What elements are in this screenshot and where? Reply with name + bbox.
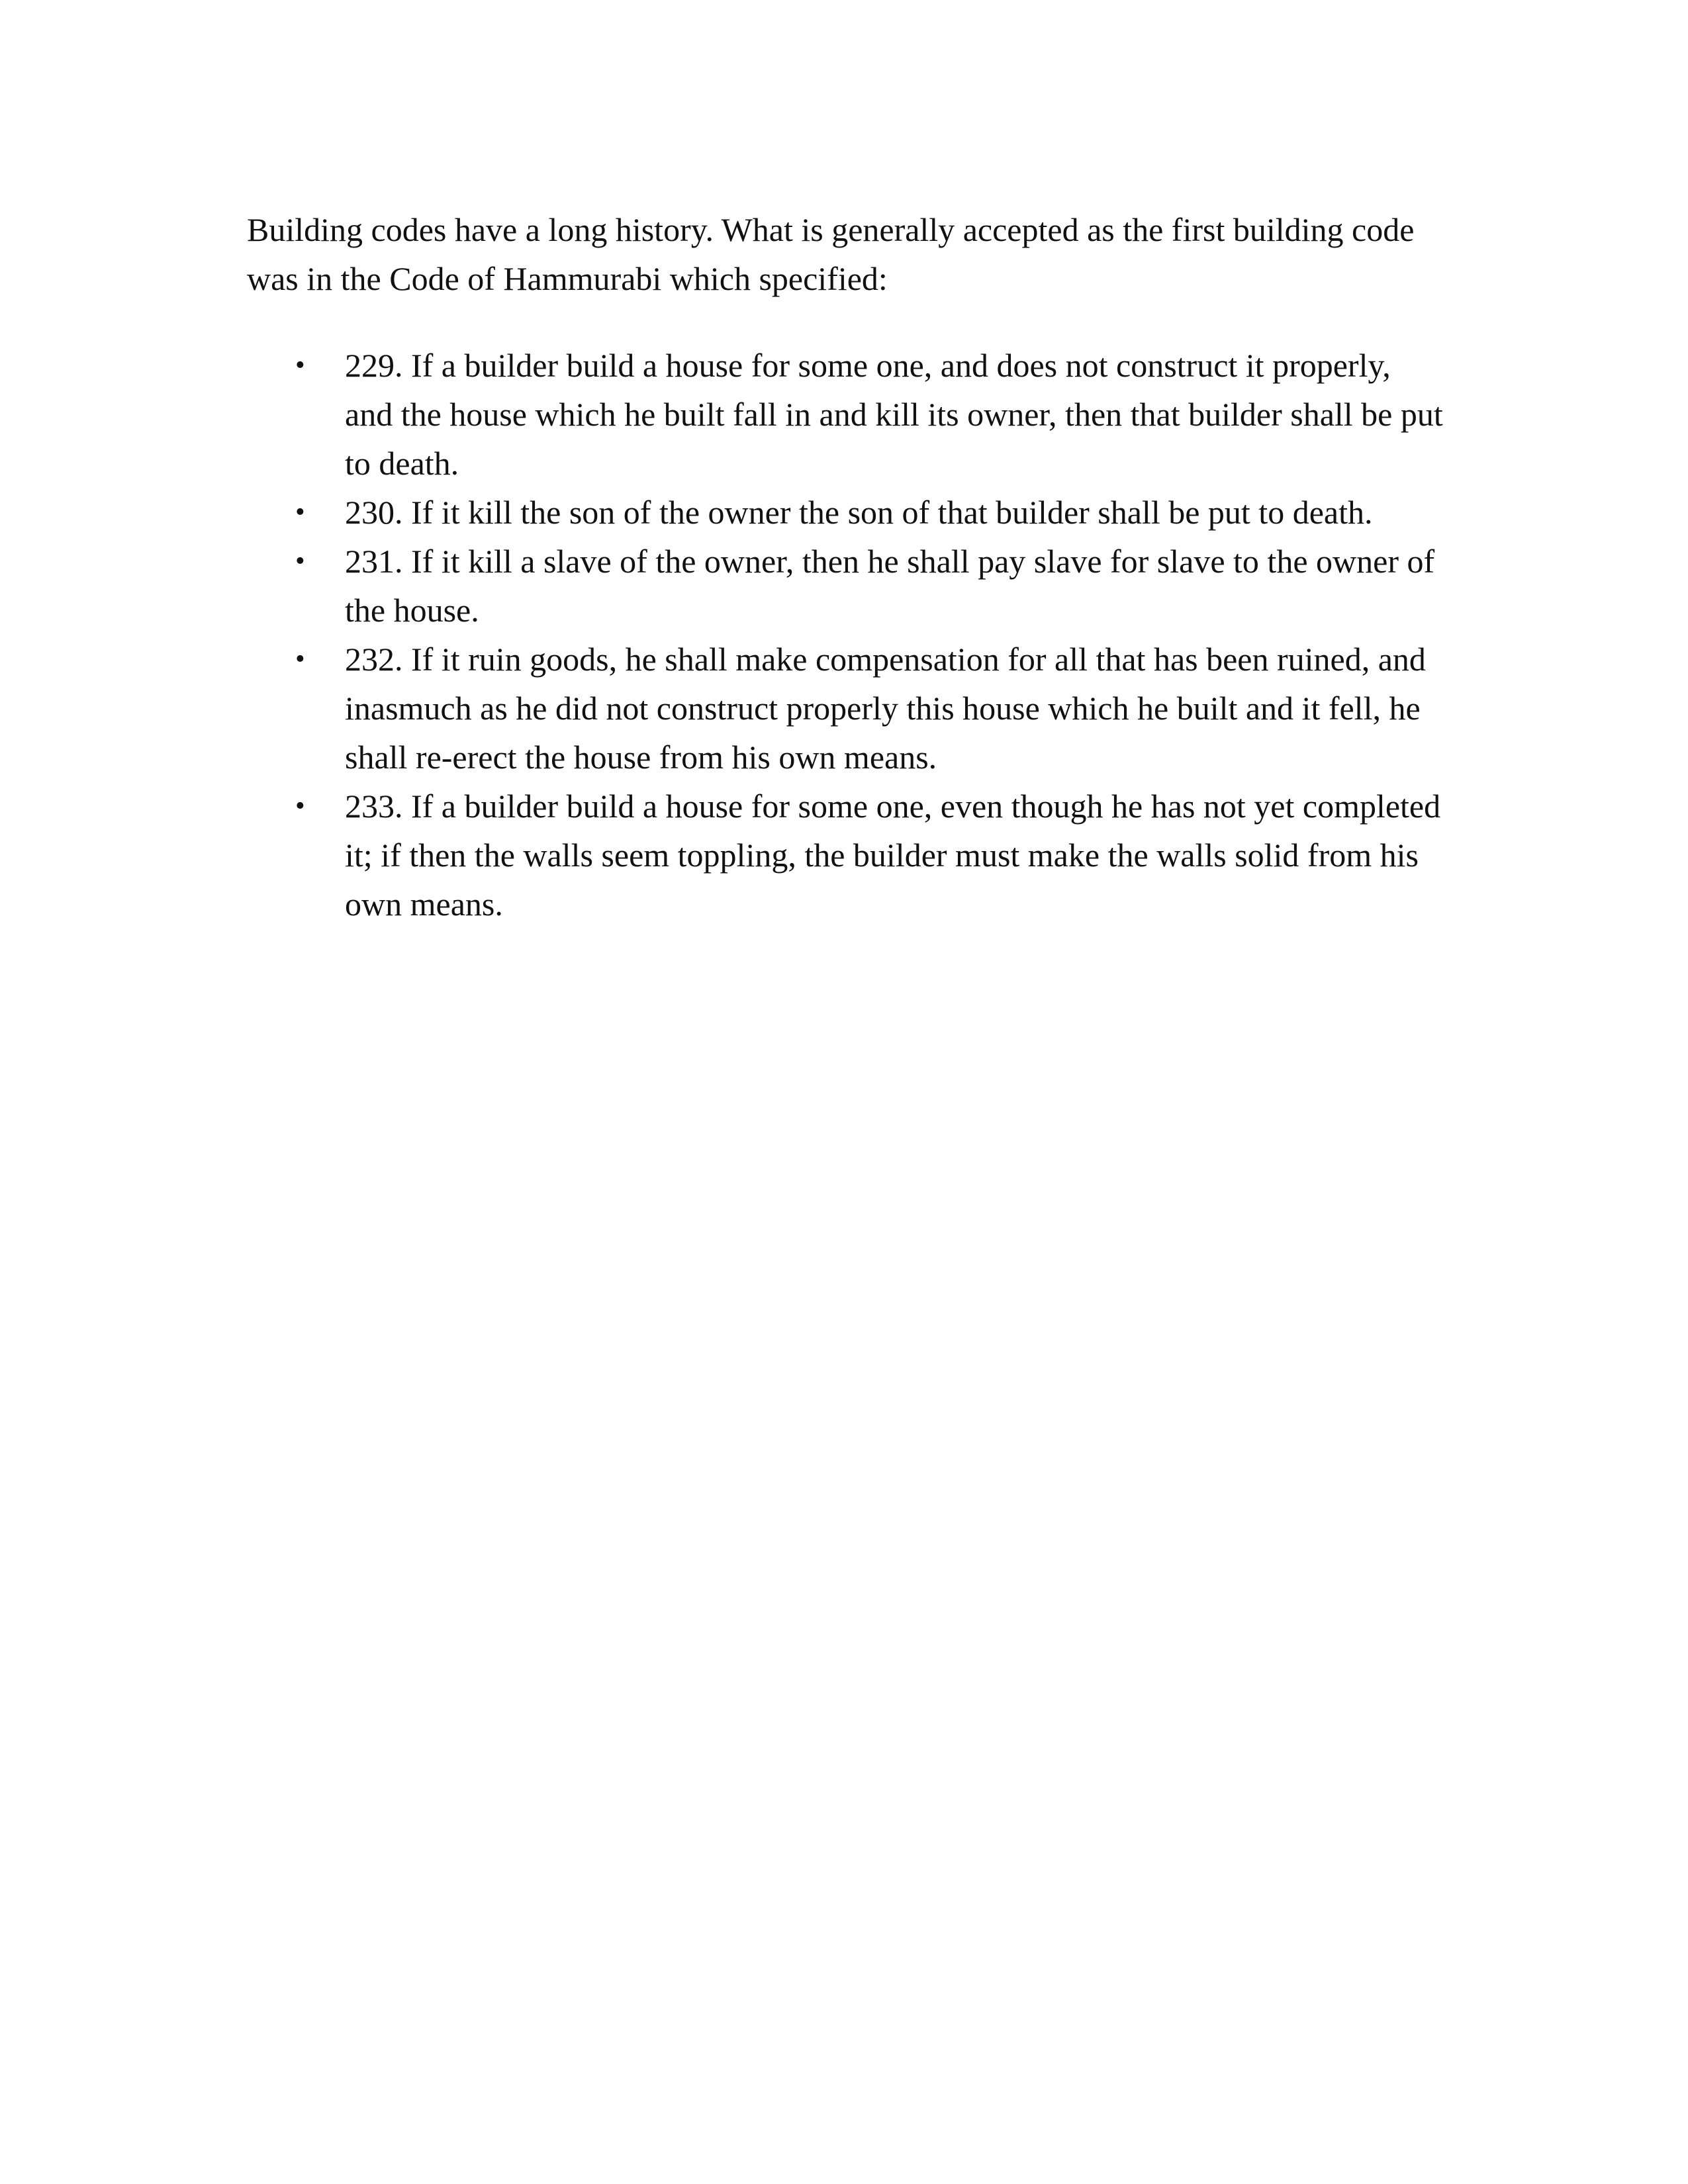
rule-text: 233. If a builder build a house for some one, even though he has not yet completed it; if then the walls seem toppling, the builder must make the walls solid from his own means. — [345, 788, 1441, 923]
list-item — [247, 341, 1445, 488]
bullet-icon — [295, 782, 322, 831]
list-item — [247, 488, 1445, 537]
list-item — [247, 635, 1445, 782]
rule-text: 230. If it kill the son of the owner the son of that builder shall be put to death. — [345, 494, 1373, 531]
bullet-icon — [295, 537, 322, 586]
rule-text: 229. If a builder build a house for some one, and does not construct it properly, and the house which he built fall in and kill its owner, then that builder shall be put to death. — [345, 347, 1443, 482]
rule-text: 231. If it kill a slave of the owner, then he shall pay slave for slave to the owner of the house. — [345, 543, 1435, 629]
document-body — [247, 205, 1445, 929]
hammurabi-rules-list — [247, 341, 1445, 929]
list-item — [247, 537, 1445, 635]
bullet-icon — [295, 341, 322, 390]
bullet-icon — [295, 635, 322, 684]
bullet-icon — [295, 488, 322, 537]
list-item — [247, 782, 1445, 929]
rule-text: 232. If it ruin goods, he shall make compensation for all that has been ruined, and inasmuch as he did not construct properly this house which he built and it fell, he shall re-erect the house from his own means. — [345, 641, 1426, 776]
intro-paragraph: Building codes have a long history. What is generally accepted as the first building code was in the Code of Hammurabi which specified: — [247, 211, 1415, 297]
